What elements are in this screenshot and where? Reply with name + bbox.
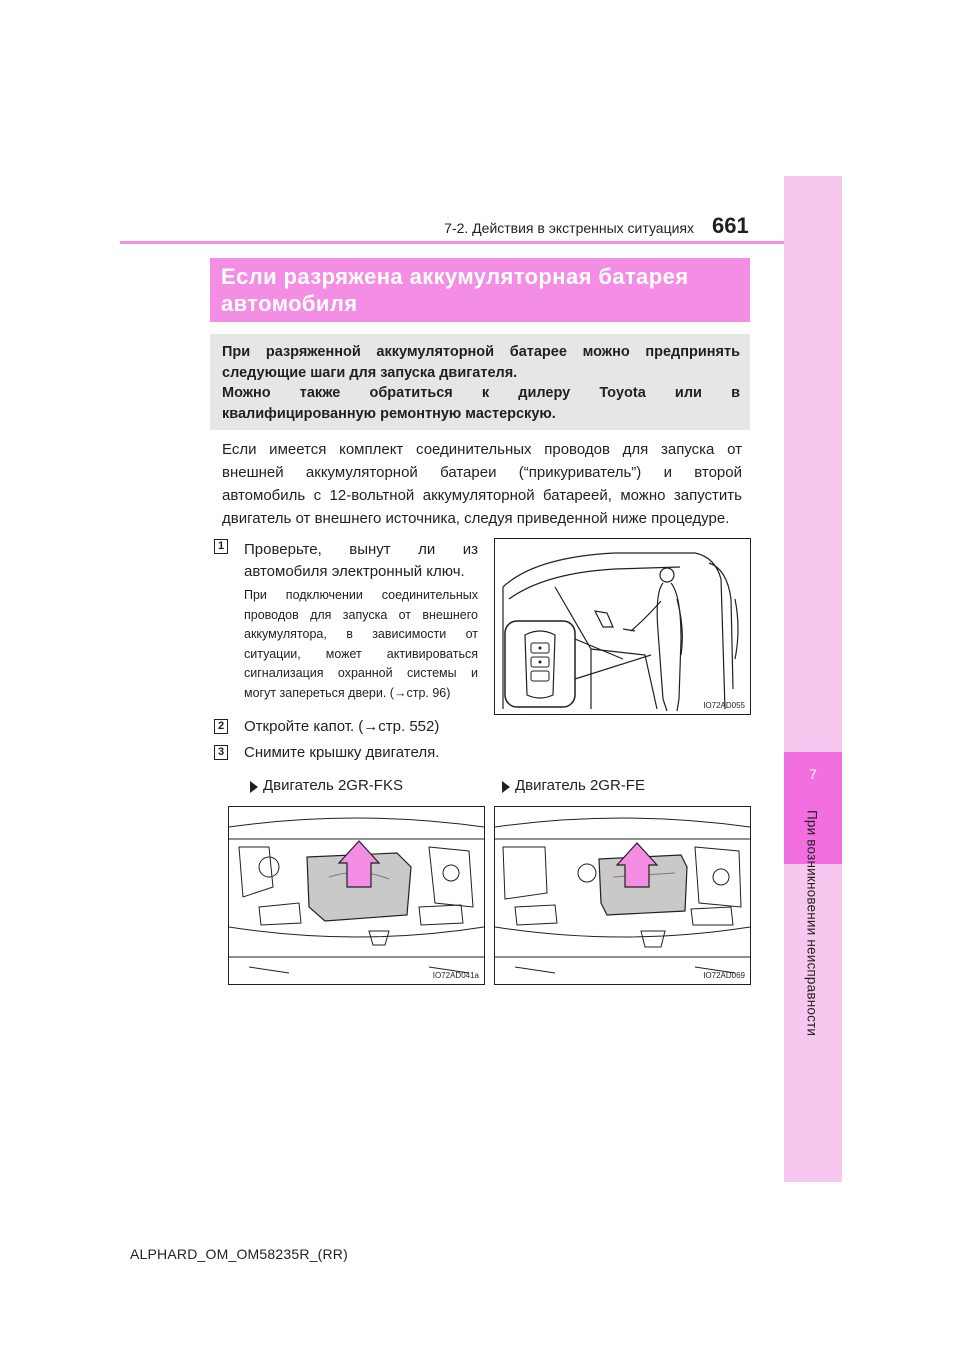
step-1-badge: 1 <box>214 539 228 554</box>
key-figure <box>494 538 751 715</box>
step-1-note-line1: При подключении соединительных <box>244 588 478 602</box>
section-title-line1: Если разряжена аккумуляторная батарея <box>221 264 689 289</box>
intro-line4: квалифицированную ремонтную мастерскую. <box>222 405 556 422</box>
header-rule <box>120 241 784 244</box>
section-title-box <box>210 258 750 322</box>
engine-2gr-fe-figure <box>494 806 751 985</box>
main-line2: внешней аккумуляторной батареи (“прикуриватель”) и второй <box>222 464 742 481</box>
header-section-title: 7-2. Действия в экстренных ситуациях <box>444 220 694 236</box>
main-line4: двигатель от внешнего источника, следуя приведенной ниже процедуре. <box>222 510 730 527</box>
page-number: 661 <box>712 213 749 238</box>
step-1-note-line6: могут запереться двери. (→стр. 96) <box>244 685 451 700</box>
engine-bay-illustration <box>229 807 484 984</box>
key-inset <box>505 621 575 707</box>
section-title-line2: автомобиля <box>221 291 358 316</box>
vehicle-door-illustration <box>495 539 750 714</box>
footer-document-code: ALPHARD_OM_OM58235R_(RR) <box>130 1246 348 1262</box>
step-1-note-line2: проводов для запуска от внешнего <box>244 607 478 622</box>
main-paragraph <box>222 438 742 530</box>
engine-bay-illustration <box>495 807 750 984</box>
chapter-title-vertical: При возникновении неисправности <box>804 810 820 1037</box>
intro-box <box>210 334 750 430</box>
intro-line1: При разряженной аккумуляторной батарее можно предпринять <box>222 344 740 360</box>
engine-2gr-fks-figure <box>228 806 485 985</box>
step-1-note-line5: сигнализация охранной системы и <box>244 666 478 680</box>
step-3-badge: 3 <box>214 745 228 760</box>
step-1-note-line3: аккумулятора, в зависимости от <box>244 627 478 641</box>
step-1-text <box>244 539 478 583</box>
step-3-text: Снимите крышку двигателя. <box>244 744 440 761</box>
step-1-note-line4: ситуации, может активироваться <box>244 646 478 661</box>
engine-left-label: Двигатель 2GR-FKS <box>263 777 403 794</box>
engine-right-code: IO72AD069 <box>703 971 745 980</box>
step-2-badge: 2 <box>214 719 228 734</box>
main-line3: автомобиль с 12-вольтной аккумуляторной батареей, можно запустить <box>222 487 742 504</box>
chapter-number: 7 <box>809 766 817 782</box>
step-1-line2: автомобиля электронный ключ. <box>244 563 465 580</box>
step-2-text: Откройте капот. (→стр. 552) <box>244 718 440 735</box>
step-1-line1: Проверьте, вынут ли из <box>244 541 478 558</box>
step-1-note <box>244 586 478 703</box>
bullet-arrow-icon <box>250 781 258 793</box>
engine-right-label: Двигатель 2GR-FE <box>515 777 645 794</box>
bullet-arrow-icon <box>502 781 510 793</box>
main-line1: Если имеется комплект соединительных проводов для запуска от <box>222 441 742 458</box>
intro-line2: следующие шаги для запуска двигателя. <box>222 364 518 381</box>
intro-line3: Можно также обратиться к дилеру Toyota или в <box>222 385 740 401</box>
engine-left-code: IO72AD041a <box>432 971 479 980</box>
key-figure-code: IO72AD055 <box>703 701 745 710</box>
